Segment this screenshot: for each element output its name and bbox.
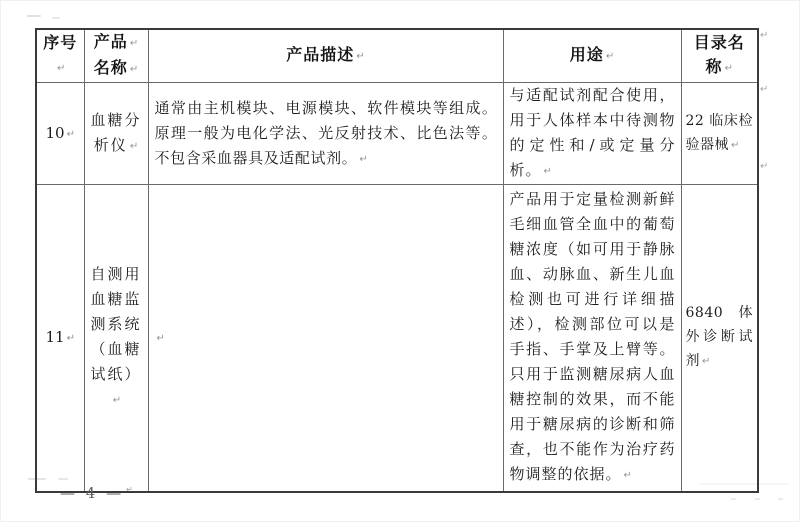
scan-artifact [731,498,736,500]
paragraph-mark: ↵ [702,356,711,368]
cell-catalog-name [681,185,758,492]
header-label: 序号 [43,33,78,52]
paragraph-mark: ↵ [731,140,740,151]
header-label: 目录名称 [693,33,745,76]
table-row-10 [36,83,758,185]
cell-serial-number [36,83,84,185]
cell-serial-number [36,185,84,492]
scan-artifact [778,498,783,500]
header-label: 产品描述 [286,45,355,64]
header-usage [503,29,681,83]
paragraph-mark: ↵ [129,141,139,152]
usage-text: 与适配试剂配合使用，用于人体样本中待测物的定性和/或定量分析。 [509,86,676,179]
cell-product-description [148,185,503,492]
paragraph-mark: ↵ [129,64,139,75]
paragraph-mark: ↵ [623,470,632,482]
header-serial-number [36,29,84,83]
product-name: 自测用血糖监测系统（血糖试纸） [90,265,142,384]
cell-product-description [148,83,503,185]
serial-number: 11 [45,327,65,346]
product-description: 通常由主机模块、电源模块、软件模块等组成。原理一般为电化学法、光反射技术、比色法等。不包含采血器具及适配试剂。 [154,98,498,167]
serial-number: 10 [45,123,65,142]
table-row-11 [36,185,758,492]
usage-text: 产品用于定量检测新鲜毛细血管全血中的葡萄糖浓度（如可用于静脉血、动脉血、新生儿血检测也可进行详细描述），检测部位可以是手指、手掌及上臂等。只用于监测糖尿病人血糖控制的效果，而不能用于糖尿病的诊断和筛查，也不能作为治疗药物调整的依据。 [509,190,676,484]
paragraph-mark: ↵ [156,332,165,344]
header-label: 用途 [569,45,604,64]
header-label: 名称 [93,58,128,77]
row-end-mark: ↵ [760,30,769,41]
header-label: 产品 [93,32,128,51]
paragraph-mark: ↵ [126,485,133,494]
table-header-row [36,29,758,83]
page-number-label: — 4 — [60,484,125,502]
paragraph-mark: ↵ [359,153,368,165]
scan-artifact [27,15,41,17]
paragraph-mark: ↵ [112,395,122,407]
paragraph-mark: ↵ [605,51,615,62]
paragraph-mark: ↵ [66,332,75,344]
catalog-name: 22 临床检验器械 [685,113,753,153]
header-catalog-name [681,29,758,83]
cell-usage [503,83,681,185]
paragraph-mark: ↵ [129,38,139,49]
header-product-description [148,29,503,83]
paragraph-mark: ↵ [356,51,365,62]
cell-usage [503,185,681,492]
cell-product-name [84,185,148,492]
cell-catalog-name [681,83,758,185]
cell-product-name [84,83,148,185]
header-product-name [84,29,148,83]
product-name: 血糖分析仪 [90,111,142,154]
row-end-mark: ↵ [760,84,769,95]
paragraph-mark: ↵ [57,63,66,74]
page-number [60,484,133,502]
paragraph-mark: ↵ [543,166,552,177]
product-catalog-table [35,28,759,493]
scan-artifact [52,17,60,19]
paragraph-mark: ↵ [66,128,75,140]
scan-artifact [755,498,760,500]
row-end-mark: ↵ [760,161,769,172]
paragraph-mark: ↵ [724,63,733,74]
catalog-name: 6840 体外诊断试剂 [685,305,753,370]
